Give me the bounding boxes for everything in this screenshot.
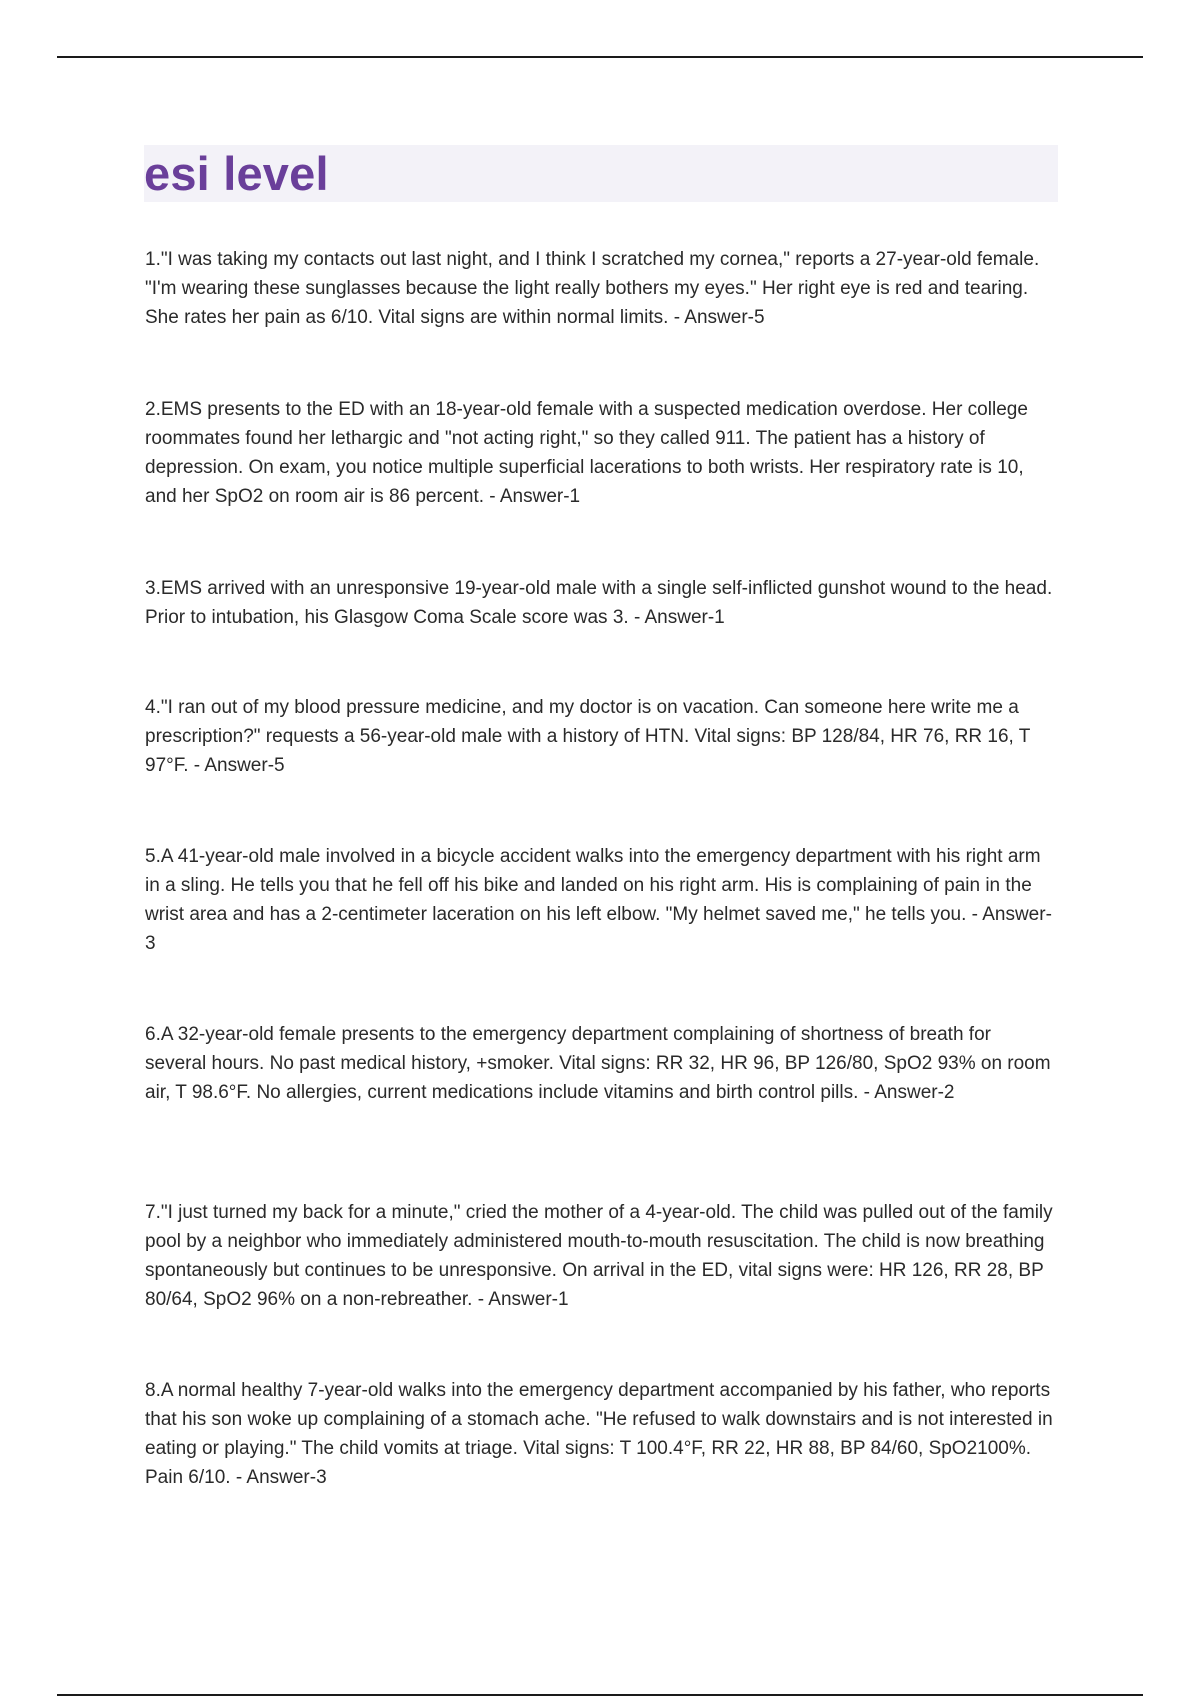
question-8: 8.A normal healthy 7-year-old walks into the emergency department accompanied by his father, who reports that his son woke up complaining of a stomach ache. "He refused to walk downstairs and is not interested in eating or playing." The child vomits at triage. Vital signs: T 100.4°F, RR 22, HR 88, BP 84/60, SpO2100%. Pain 6/10. - Answer-3 (145, 1380, 1053, 1488)
question-1: 1."I was taking my contacts out last night, and I think I scratched my cornea," reports a 27-year-old female. "I'm wearing these sunglasses because the light really bothers my eyes." Her right eye is red and tearing. She rates her pain as 6/10. Vital signs are within normal limits. - Answer-5 (145, 249, 1040, 328)
question-5: 5.A 41-year-old male involved in a bicycle accident walks into the emergency department with his right arm in a sling. He tells you that he fell off his bike and landed on his right arm. His is complaining of pain in the wrist area and has a 2-centimeter laceration on his left elbow. "My helmet saved me," he tells you. - Answer-3 (145, 846, 1052, 954)
question-6: 6.A 32-year-old female presents to the emergency department complaining of shortness of breath for several hours. No past medical history, +smoker. Vital signs: RR 32, HR 96, BP 126/80, SpO2 93% on room air, T 98.6°F. No allergies, current medications include vitamins and birth control pills. - Answer-2 (145, 1024, 1051, 1103)
question-4: 4."I ran out of my blood pressure medicine, and my doctor is on vacation. Can someone here write me a prescription?" requests a 56-year-old male with a history of HTN. Vital signs: BP 128/84, HR 76, RR 16, T 97°F. - Answer-5 (145, 697, 1031, 776)
question-2: 2.EMS presents to the ED with an 18-year-old female with a suspected medication overdose. Her college roommates found her lethargic and "not acting right," so they called 911. The patient has a history of depression. On exam, you notice multiple superficial lacerations to both wrists. Her respiratory rate is 10, and her SpO2 on room air is 86 percent. - Answer-1 (145, 399, 1028, 507)
header-rule (57, 56, 1143, 58)
document-title: esi level (144, 147, 329, 200)
question-3: 3.EMS arrived with an unresponsive 19-year-old male with a single self-inflicted gunshot wound to the head. Prior to intubation, his Glasgow Coma Scale score was 3. - Answer-1 (145, 578, 1053, 628)
footer-rule (57, 1694, 1143, 1696)
question-7: 7."I just turned my back for a minute," cried the mother of a 4-year-old. The child was pulled out of the family pool by a neighbor who immediately administered mouth-to-mouth resuscitation. The child is now breathing spontaneously but continues to be unresponsive. On arrival in the ED, vital signs were: HR 126, RR 28, BP 80/64, SpO2 96% on a non-rebreather. - Answer-1 (145, 1202, 1053, 1310)
